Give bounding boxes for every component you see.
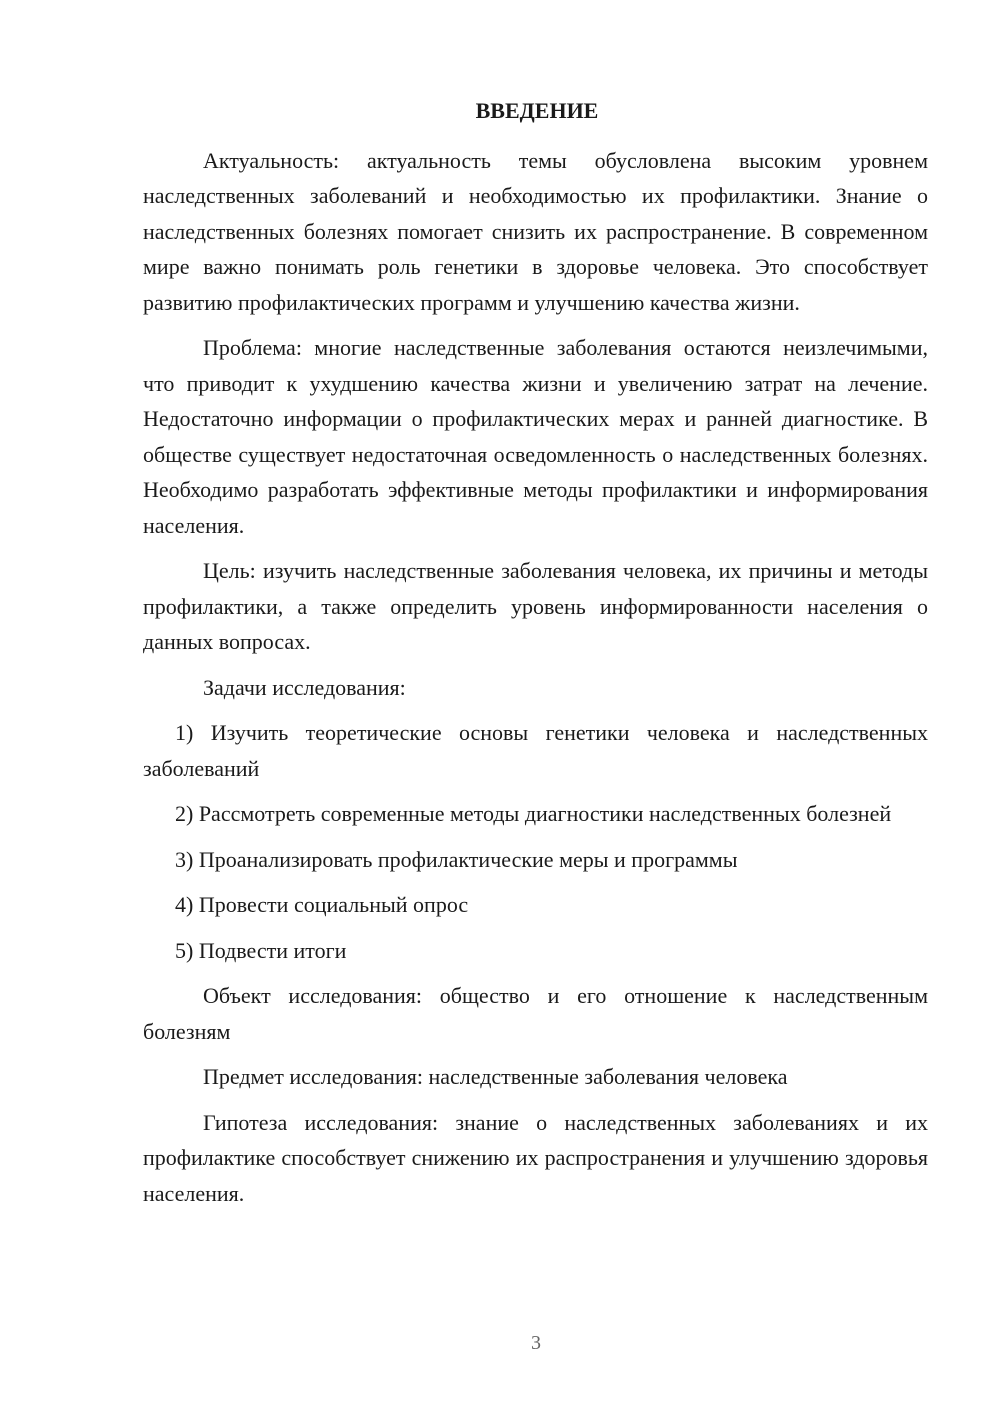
task-item-1: 1) Изучить теоретические основы генетики человека и наследственных заболеваний xyxy=(143,720,928,781)
goal-paragraph: Цель: изучить наследственные заболевания человека, их причины и методы профилактики, а также определить уровень информированности населения о данных вопросах. xyxy=(143,558,928,654)
task-item-3: 3) Проанализировать профилактические меры и программы xyxy=(175,846,738,872)
task-item-4: 4) Провести социальный опрос xyxy=(175,892,469,917)
subject-paragraph: Предмет исследования: наследственные заболевания человека xyxy=(203,1064,788,1089)
problem-paragraph: Проблема: многие наследственные заболевания остаются неизлечимыми, что приводит к ухудшению качества жизни и увеличению затрат на лечение. Недостаточно информации о профилактических мерах и ранней диагностике. В обществе существует недостаточная осведомленность о наследственных болезнях. Необходимо разработать эффективные методы профилактики и информирования населения. xyxy=(143,335,928,538)
hypothesis-paragraph: Гипотеза исследования: знание о наследственных заболеваниях и их профилактике способствует снижению их распространения и улучшению здоровья населения. xyxy=(143,1109,928,1206)
task-item-2: 2) Рассмотреть современные методы диагностики наследственных болезней xyxy=(175,801,892,826)
object-paragraph: Объект исследования: общество и его отношение к наследственным болезням xyxy=(143,983,928,1044)
page-title: ВВЕДЕНИЕ xyxy=(475,98,599,123)
relevance-paragraph: Актуальность: актуальность темы обусловлена высоким уровнем наследственных заболеваний и необходимостью их профилактики. Знание о наследственных болезнях помогает снизить их распространение. В современном мире важно понимать роль генетики в здоровье человека. Это способствует развитию профилактических программ и улучшению качества жизни. xyxy=(143,147,928,315)
tasks-title: Задачи исследования: xyxy=(203,674,406,700)
task-item-5: 5) Подвести итоги xyxy=(175,937,347,963)
page-number: 3 xyxy=(531,1332,541,1354)
document-page xyxy=(143,93,928,1221)
